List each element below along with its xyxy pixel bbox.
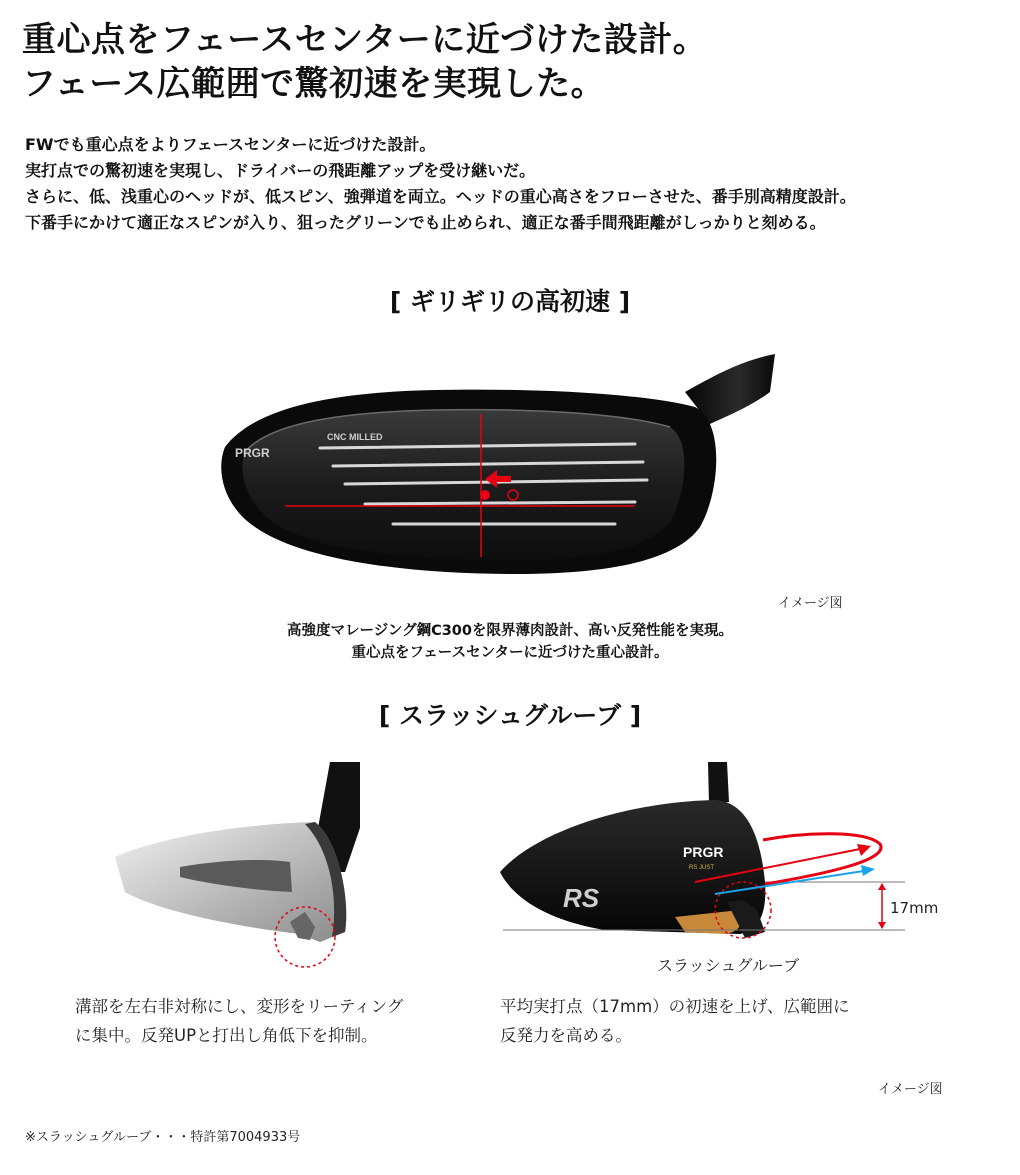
cog-point <box>480 490 490 500</box>
intro-line: 下番手にかけて適正なスピンが入り、狙ったグリーンでも止められ、適正な番手間飛距離がしっかりと刻める。 <box>25 213 826 232</box>
desc-line: 反発力を高める。 <box>500 1026 632 1045</box>
patent-footnote: ※スラッシュグルーブ・・・特許第7004933号 <box>25 1130 301 1145</box>
headline-line-1: 重心点をフェースセンターに近づけた設計。 <box>22 20 708 60</box>
section1-caption <box>0 620 1020 664</box>
intro-line: さらに、低、浅重心のヘッドが、低スピン、強弾道を両立。ヘッドの重心高さをフローさせた、番手別高精度設計。 <box>25 187 856 206</box>
image-note: イメージ図 <box>878 1082 943 1097</box>
face-engraving: CNC MILLED <box>327 432 383 442</box>
intro-line: 実打点での驚初速を実現し、ドライバーの飛距離アップを受け継いだ。 <box>25 161 536 180</box>
heel-logo: PRGR <box>235 446 270 460</box>
desc-line: 平均実打点（17mm）の初速を上げ、広範囲に <box>500 997 850 1016</box>
head-brand-logo: PRGR <box>683 844 724 860</box>
groove-label: スラッシュグルーブ <box>657 956 800 975</box>
intro-line: FWでも重心点をよりフェースセンターに近づけた設計。 <box>25 135 436 154</box>
left-description <box>75 992 403 1050</box>
right-description <box>500 992 849 1050</box>
section-title-high-speed: [ ギリギリの高初速 ] <box>389 287 631 316</box>
head-sub-logo: RS JUST <box>689 865 715 871</box>
measurement-label: 17mm <box>890 899 939 917</box>
head-model-logo: RS <box>563 883 600 913</box>
groove-cutaway-image <box>100 762 360 982</box>
club-face <box>242 410 684 560</box>
caption-line: 高強度マレージング鋼C300を限界薄肉設計、高い反発性能を実現。 <box>287 623 733 639</box>
caption-line: 重心点をフェースセンターに近づけた重心設計。 <box>351 645 669 661</box>
intro-paragraph <box>25 132 856 236</box>
club-head-groove-image <box>495 762 975 962</box>
image-note: イメージ図 <box>778 596 843 611</box>
section-title-slash-groove: [ スラッシュグルーブ ] <box>378 701 642 730</box>
headline <box>22 18 707 106</box>
clubface-image <box>215 352 785 582</box>
desc-line: に集中。反発UPと打出し角低下を抑制。 <box>75 1026 378 1045</box>
desc-line: 溝部を左右非対称にし、変形をリーティング <box>75 997 404 1016</box>
headline-line-2: フェース広範囲で驚初速を実現した。 <box>22 64 606 104</box>
